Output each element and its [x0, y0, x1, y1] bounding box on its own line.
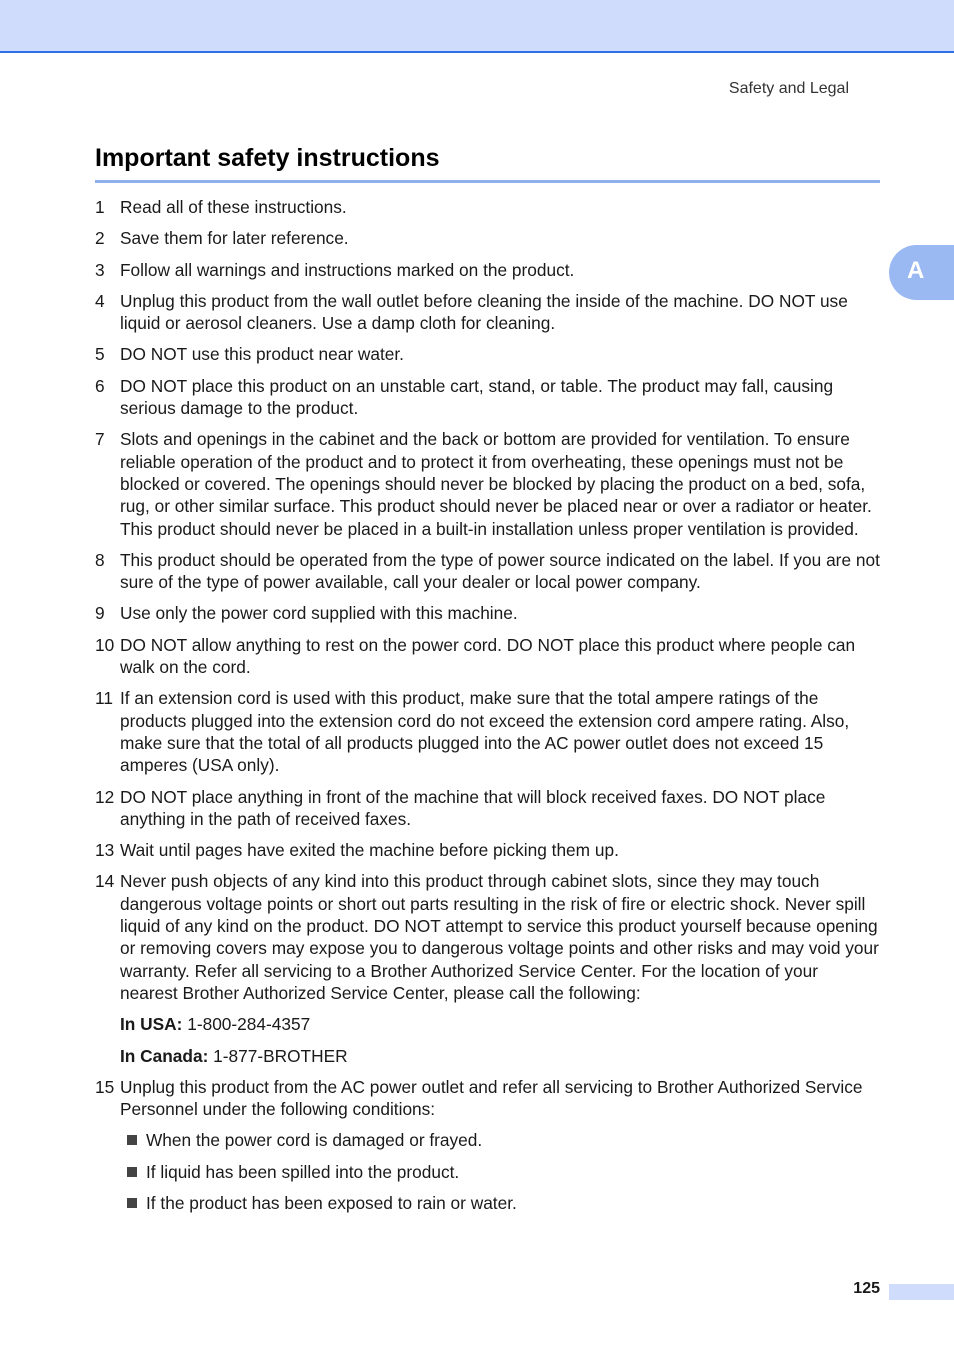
item-number: 9: [95, 603, 105, 624]
square-bullet-icon: [127, 1167, 137, 1177]
page-number-bar: [889, 1284, 954, 1300]
item-text: Save them for later reference.: [120, 228, 349, 249]
item-text: Unplug this product from the AC power outlet and refer all servicing to Brother Authorized Service Personnel under the following conditions:: [120, 1076, 863, 1120]
instruction-list: [95, 196, 880, 1223]
item-text: Slots and openings in the cabinet and the back or bottom are provided for ventilation. To ensure reliable operation of the product and to protect it from overheating, these openings must not be blocked or covered. The openings should never be blocked by placing the product on a bed, sofa, rug, or other similar surface. This product should never be placed near or over a radiator or heater. This product should never be placed in a built-in installation unless proper ventilation is provided.: [120, 429, 872, 539]
item-text: DO NOT use this product near water.: [120, 344, 404, 365]
list-item: [95, 259, 880, 281]
item-text: Wait until pages have exited the machine before picking them up.: [120, 840, 619, 861]
contact-usa-number: 1-800-284-4357: [187, 1014, 311, 1035]
item-number: 13: [95, 840, 115, 861]
list-item: [95, 687, 880, 776]
item-number: 11: [95, 688, 113, 709]
list-item: [95, 196, 880, 218]
item-number: 8: [95, 549, 105, 570]
square-bullet-icon: [127, 1135, 137, 1145]
item-number: 1: [95, 197, 105, 217]
item-text: DO NOT place this product on an unstable cart, stand, or table. The product may fall, causing serious damage to the product.: [120, 375, 834, 419]
bullet-text: When the power cord is damaged or frayed.: [146, 1130, 483, 1151]
bullet-item: [127, 1161, 880, 1183]
list-item: [95, 839, 880, 861]
top-header-band: [0, 0, 954, 53]
list-item: [95, 549, 880, 594]
contact-canada-number: 1-877-BROTHER: [213, 1045, 348, 1066]
item-number: 3: [95, 259, 105, 280]
item-number: 10: [95, 634, 115, 655]
item-number: 5: [95, 344, 105, 365]
list-item: [95, 870, 880, 1004]
bullet-text: If the product has been exposed to rain or water.: [146, 1192, 517, 1213]
page-title: Important safety instructions: [95, 144, 440, 172]
list-item: [95, 634, 880, 679]
list-item: [95, 375, 880, 420]
item-number: 12: [95, 786, 115, 807]
item-number: 14: [95, 871, 115, 892]
title-underline: [95, 180, 880, 183]
square-bullet-icon: [127, 1198, 137, 1208]
item-number: 6: [95, 375, 105, 396]
contact-usa: [120, 1013, 880, 1035]
page-number: 125: [853, 1280, 880, 1297]
bullet-text: If liquid has been spilled into the product.: [146, 1161, 460, 1182]
running-header-title: Safety and Legal: [728, 80, 849, 97]
chapter-tab-letter: A: [907, 257, 925, 284]
item-text: Follow all warnings and instructions marked on the product.: [120, 259, 575, 280]
item-number: 4: [95, 290, 105, 311]
item-number: 15: [95, 1076, 115, 1097]
item-number: 7: [95, 429, 105, 450]
item-text: Read all of these instructions.: [120, 197, 347, 217]
item-number: 2: [95, 228, 105, 249]
list-item: [95, 290, 880, 335]
bullet-item: [127, 1129, 880, 1151]
item-text: This product should be operated from the type of power source indicated on the label. If you are not sure of the type of power available, call your dealer or local power company.: [120, 549, 880, 593]
list-item: [95, 1076, 880, 1121]
item-text: Unplug this product from the wall outlet before cleaning the inside of the machine. DO NOT use liquid or aerosol cleaners. Use a damp cloth for cleaning.: [120, 290, 848, 334]
item-text: DO NOT place anything in front of the machine that will block received faxes. DO NOT place anything in the path of received faxes.: [120, 786, 826, 829]
condition-bullet-list: [127, 1129, 880, 1214]
item-text: If an extension cord is used with this product, make sure that the total ampere ratings of the products plugged into the extension cord do not exceed the extension cord ampere rating. Also, make sure that the total of all products plugged into the AC power outlet does not exceed 15 amperes (USA only).: [120, 688, 850, 776]
bullet-item: [127, 1192, 880, 1214]
item-text: DO NOT allow anything to rest on the power cord. DO NOT place this product where people can walk on the cord.: [120, 634, 856, 678]
list-item: [95, 428, 880, 539]
list-item: [95, 343, 880, 365]
list-item: [95, 602, 880, 624]
contact-canada-label: In Canada:: [120, 1045, 209, 1066]
list-item: [95, 227, 880, 249]
item-text: Use only the power cord supplied with this machine.: [120, 603, 518, 624]
item-text: Never push objects of any kind into this product through cabinet slots, since they may touch dangerous voltage points or short out parts resulting in the risk of fire or electric shock. Never spill liquid of any kind on the product. DO NOT attempt to service this product yourself because opening or removing covers may expose you to dangerous voltage points and other risks and may void your warranty. Refer all servicing to a Brother Authorized Service Center. For the location of your nearest Brother Authorized Service Center, please call the following:: [120, 871, 879, 1003]
contact-canada: [120, 1045, 880, 1067]
list-item: [95, 786, 880, 831]
contact-usa-label: In USA:: [120, 1014, 183, 1035]
chapter-tab: [889, 245, 954, 300]
